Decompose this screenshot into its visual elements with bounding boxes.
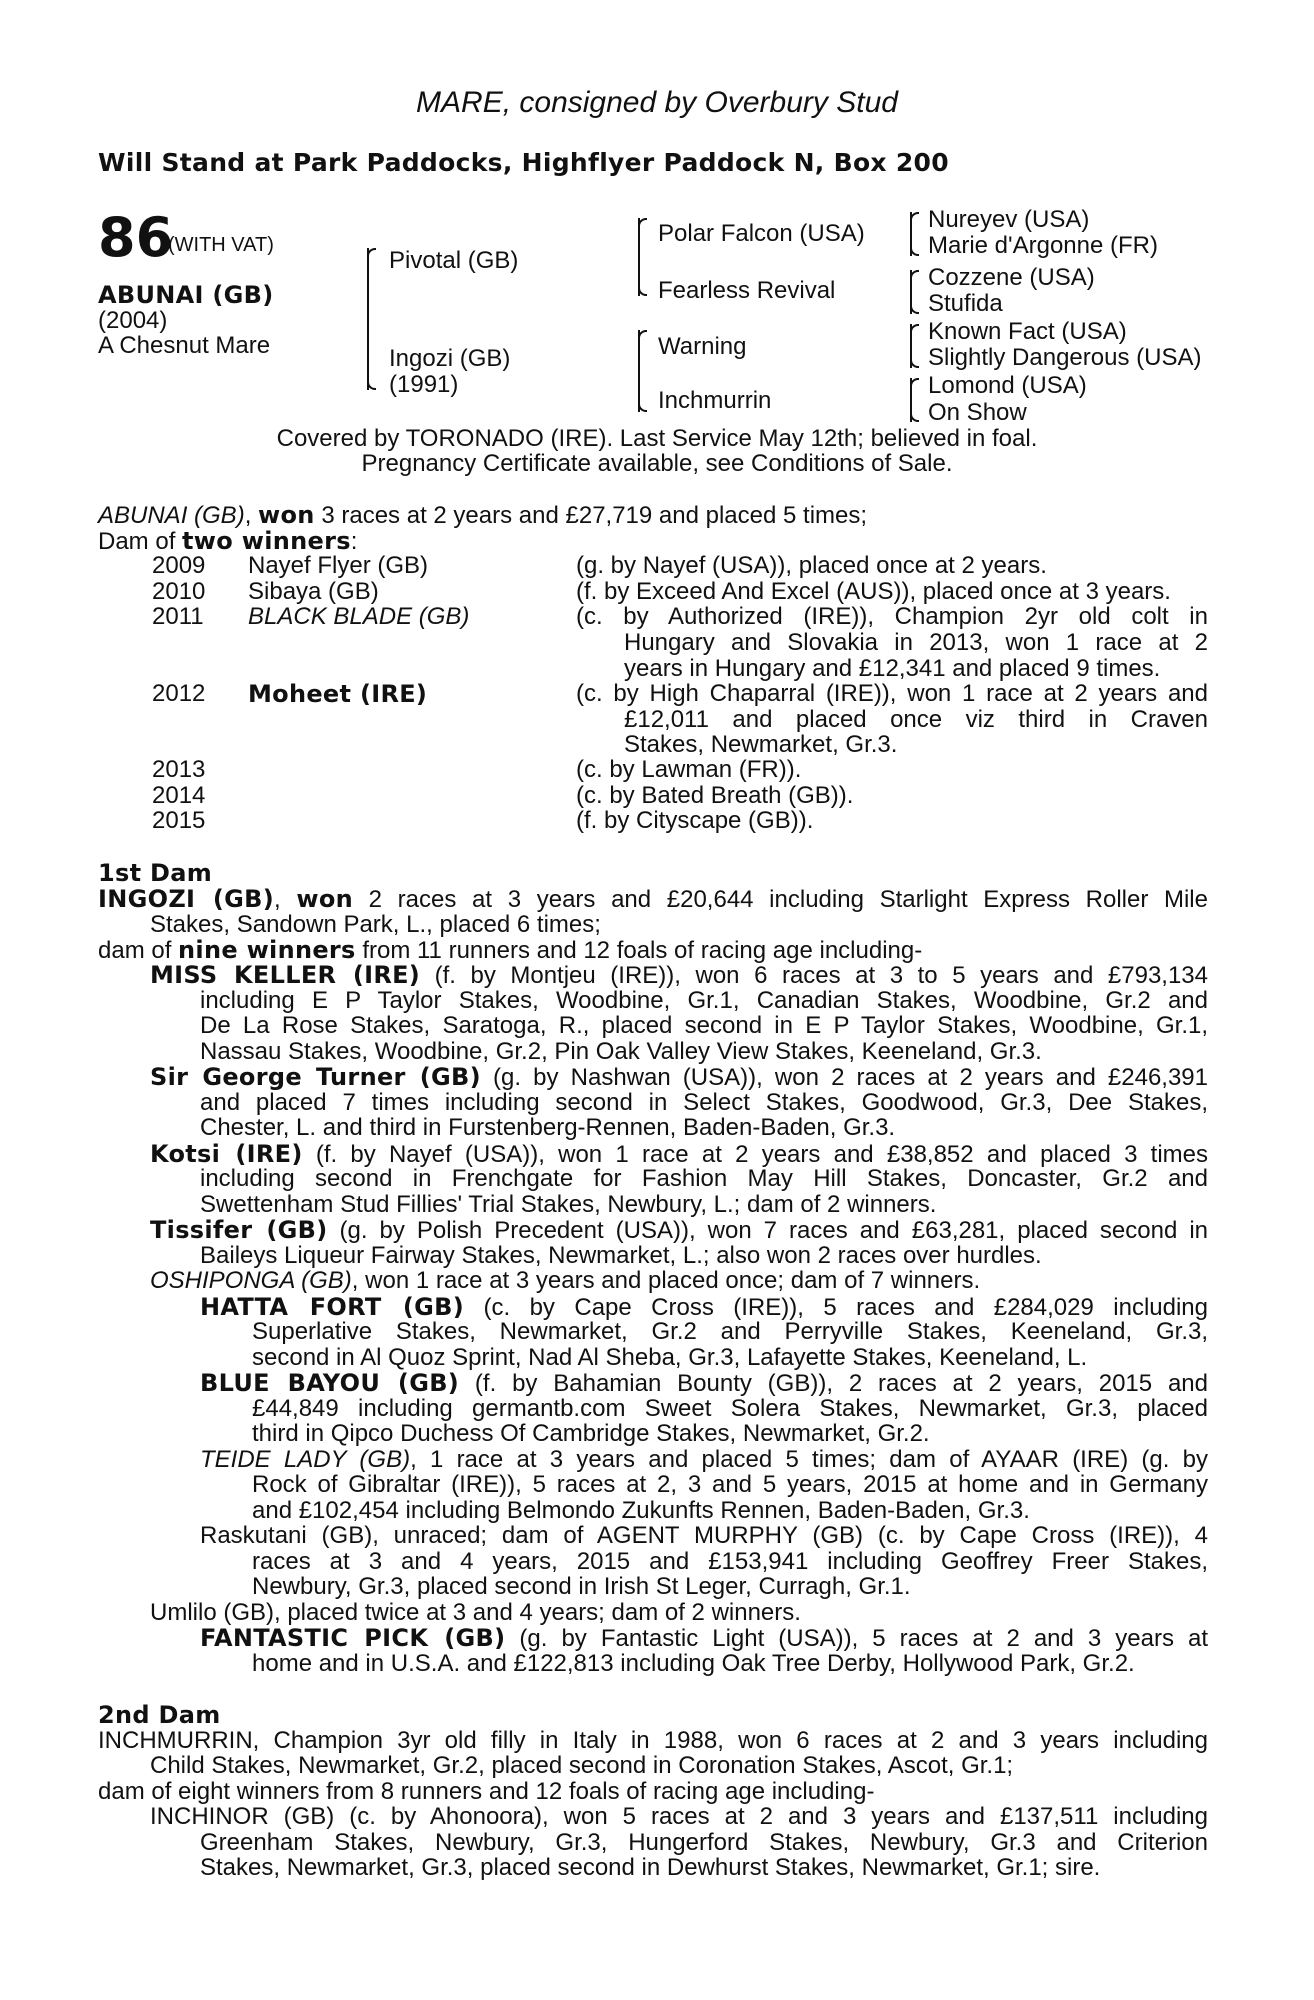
blue-bayou-line: third in Qipco Duchess Of Cambridge Stakes, Newmarket, Gr.2. — [252, 1420, 930, 1447]
oshiponga-name: OSHIPONGA (GB) — [150, 1267, 352, 1294]
horse-name: ABUNAI (GB) — [98, 281, 274, 309]
ingozi-line: INGOZI (GB), won 2 races at 3 years and £20,644 including Starlight Express Roller Mile — [98, 885, 1208, 913]
gen3-3: Cozzene (USA) — [928, 264, 1095, 291]
teide-lady-name: TEIDE LADY (GB) — [200, 1446, 411, 1473]
miss-keller-text: (f. by Montjeu (IRE)), won 6 races at 3 to 5 years and £793,134 — [434, 962, 1208, 989]
lot-number: 86 — [98, 206, 174, 269]
dam: Ingozi (GB) — [389, 345, 511, 372]
horse-description: A Chesnut Mare — [98, 332, 271, 359]
dam-of-pre: dam of — [98, 937, 179, 964]
sir-george-line: and placed 7 times including second in Select Stakes, Goodwood, Gr.3, Dee Stakes, — [200, 1089, 1208, 1116]
inchmurrin-line: INCHMURRIN, Champion 3yr old filly in Italy in 1988, won 6 races at 2 and 3 years including — [98, 1727, 1208, 1754]
kotsi-line — [150, 1141, 1208, 1168]
first-dam-heading: 1st Dam — [98, 859, 213, 887]
dam-year: (1991) — [389, 371, 459, 398]
produce-detail: (c. by Lawman (FR)). — [576, 756, 802, 783]
produce-name: Sibaya (GB) — [248, 578, 379, 605]
dam-of-post: : — [350, 528, 358, 555]
produce-detail: (f. by Cityscape (GB)). — [576, 807, 814, 834]
dam-of-winners: two winners — [182, 527, 351, 555]
inchinor-line: Stakes, Newmarket, Gr.3, placed second in Dewhurst Stakes, Newmarket, Gr.1; sire. — [200, 1854, 1101, 1881]
summary-name: ABUNAI (GB) — [98, 502, 245, 529]
oshiponga-text: , won 1 race at 3 years and placed once; dam of 7 winners. — [351, 1267, 981, 1294]
miss-keller-line: Nassau Stakes, Woodbine, Gr.2, Pin Oak Valley View Stakes, Keeneland, Gr.3. — [200, 1038, 1042, 1065]
raskutani-line: Raskutani (GB), unraced; dam of AGENT MURPHY (GB) (c. by Cape Cross (IRE)), 4 — [200, 1522, 1208, 1549]
kotsi-name: Kotsi (IRE) — [150, 1140, 303, 1168]
hatta-fort-name: HATTA FORT (GB) — [200, 1293, 465, 1321]
produce-name: BLACK BLADE (GB) — [248, 603, 470, 630]
pedigree-brace-dam — [638, 330, 640, 412]
teide-lady-line: and £102,454 including Belmondo Zukunfts Rennen, Baden-Baden, Gr.3. — [252, 1497, 1030, 1524]
produce-detail: (c. by Authorized (IRE)), Champion 2yr old colt in — [576, 603, 1208, 630]
ingozi-dam-of — [98, 937, 922, 964]
dam-of-pre: Dam of — [98, 528, 183, 555]
teide-lady-text: , 1 race at 3 years and placed 5 times; dam of AYAAR (IRE) (g. by — [410, 1446, 1209, 1473]
pregnancy-note: Pregnancy Certificate available, see Conditions of Sale. — [361, 450, 953, 477]
produce-year: 2010 — [152, 578, 206, 605]
miss-keller-line — [150, 962, 1208, 989]
miss-keller-line: including E P Taylor Stakes, Woodbine, Gr.1, Canadian Stakes, Woodbine, Gr.2 and — [200, 987, 1208, 1014]
inchinor-line: INCHINOR (GB) (c. by Ahonoora), won 5 races at 2 and 3 years and £137,511 including — [150, 1803, 1208, 1830]
umlilo-line: Umlilo (GB), placed twice at 3 and 4 years; dam of 2 winners. — [150, 1599, 801, 1626]
produce-detail: Hungary and Slovakia in 2013, won 1 race at 2 — [624, 629, 1208, 656]
hatta-fort-line — [200, 1294, 1208, 1321]
ingozi-text: 2 races at 3 years and £20,644 including Starlight Express Roller Mile — [353, 886, 1208, 913]
sire: Pivotal (GB) — [389, 247, 519, 274]
fantastic-pick-line — [200, 1625, 1208, 1652]
summary-line: ABUNAI (GB), won 3 races at 2 years and £27,719 and placed 5 times; — [98, 501, 868, 529]
dam-dam: Inchmurrin — [658, 387, 772, 414]
gen3-6: Slightly Dangerous (USA) — [928, 344, 1202, 371]
produce-year: 2013 — [152, 756, 206, 783]
sire-dam: Fearless Revival — [658, 277, 836, 304]
horse-year: (2004) — [98, 307, 168, 334]
vat-note: (WITH VAT) — [168, 234, 274, 256]
miss-keller-line: De La Rose Stakes, Saratoga, R., placed second in E P Taylor Stakes, Woodbine, Gr.1, — [200, 1012, 1208, 1039]
kotsi-line: Swettenham Stud Fillies' Trial Stakes, Newbury, L.; dam of 2 winners. — [200, 1191, 937, 1218]
gen3-4: Stufida — [928, 290, 1003, 317]
ingozi-name: INGOZI (GB) — [98, 885, 275, 913]
blue-bayou-line: £44,849 including germantb.com Sweet Solera Stakes, Newmarket, Gr.3, placed — [252, 1395, 1208, 1422]
inchinor-line: Greenham Stakes, Newbury, Gr.3, Hungerford Stakes, Newbury, Gr.3 and Criterion — [200, 1829, 1208, 1856]
dam-of-line — [98, 528, 357, 555]
sir-george-name: Sir George Turner (GB) — [150, 1063, 481, 1091]
tissifer-text: (g. by Polish Precedent (USA)), won 7 races and £63,281, placed second in — [339, 1217, 1209, 1244]
produce-detail: (c. by Bated Breath (GB)). — [576, 782, 854, 809]
gen3-8: On Show — [928, 399, 1027, 426]
fantastic-pick-text: (g. by Fantastic Light (USA)), 5 races at 2 and 3 years at — [519, 1625, 1208, 1652]
produce-year: 2011 — [152, 603, 204, 630]
produce-name: Nayef Flyer (GB) — [248, 552, 429, 579]
kotsi-text: (f. by Nayef (USA)), won 1 race at 2 years and £38,852 and placed 3 times — [315, 1141, 1208, 1168]
sire-sire: Polar Falcon (USA) — [658, 220, 865, 247]
blue-bayou-line — [200, 1370, 1208, 1397]
hatta-fort-line: second in Al Quoz Sprint, Nad Al Sheba, Gr.3, Lafayette Stakes, Keeneland, L. — [252, 1344, 1088, 1371]
second-dam-heading: 2nd Dam — [98, 1701, 221, 1729]
miss-keller-name: MISS KELLER (IRE) — [150, 961, 421, 989]
produce-detail: years in Hungary and £12,341 and placed 9 times. — [624, 655, 1161, 682]
brace-inchmurrin — [910, 378, 912, 422]
teide-lady-line: Rock of Gibraltar (IRE)), 5 races at 2, 3 and 5 years, 2015 at home and in Germany — [252, 1471, 1208, 1498]
sir-george-text: (g. by Nashwan (USA)), won 2 races at 2 years and £246,391 — [493, 1064, 1209, 1091]
produce-detail: (g. by Nayef (USA)), placed once at 2 years. — [576, 552, 1047, 579]
hatta-fort-line: Superlative Stakes, Newmarket, Gr.2 and Perryville Stakes, Keeneland, Gr.3, — [252, 1318, 1208, 1345]
blue-bayou-text: (f. by Bahamian Bounty (GB)), 2 races at 2 years, 2015 and — [474, 1370, 1208, 1397]
dam-of-post: from 11 runners and 12 foals of racing age including- — [355, 937, 923, 964]
brace-warning — [910, 324, 912, 368]
blue-bayou-name: BLUE BAYOU (GB) — [200, 1369, 460, 1397]
covered-note: Covered by TORONADO (IRE). Last Service May 12th; believed in foal. — [276, 425, 1038, 452]
ingozi-won: won — [296, 885, 354, 913]
produce-year: 2012 — [152, 680, 206, 707]
ingozi-line-2: Stakes, Sandown Park, L., placed 6 times; — [150, 911, 601, 938]
raskutani-line: races at 3 and 4 years, 2015 and £153,941 including Geoffrey Freer Stakes, — [252, 1548, 1208, 1575]
fantastic-pick-name: FANTASTIC PICK (GB) — [200, 1624, 506, 1652]
produce-detail: £12,011 and placed once viz third in Craven — [624, 706, 1208, 733]
pedigree-brace-main — [367, 248, 369, 390]
summary-rest: 3 races at 2 years and £27,719 and placed 5 times; — [314, 502, 868, 529]
raskutani-line: Newbury, Gr.3, placed second in Irish St Leger, Curragh, Gr.1. — [252, 1573, 911, 1600]
dam-sire: Warning — [658, 333, 747, 360]
produce-year: 2015 — [152, 807, 206, 834]
brace-polar-falcon — [910, 212, 912, 256]
pedigree-brace-sire — [638, 218, 640, 296]
tissifer-name: Tissifer (GB) — [150, 1216, 328, 1244]
oshiponga-line — [150, 1268, 980, 1294]
inchmurrin-line-2: Child Stakes, Newmarket, Gr.2, placed second in Coronation Stakes, Ascot, Gr.1; — [150, 1752, 1014, 1779]
summary-won: won — [258, 501, 315, 529]
produce-year: 2014 — [152, 782, 206, 809]
inchmurrin-dam-of: dam of eight winners from 8 runners and 12 foals of racing age including- — [98, 1778, 875, 1805]
brace-fearless-revival — [910, 270, 912, 314]
produce-year: 2009 — [152, 552, 206, 579]
tissifer-line — [150, 1217, 1208, 1244]
fantastic-pick-line: home and in U.S.A. and £122,813 including Oak Tree Derby, Hollywood Park, Gr.2. — [252, 1650, 1135, 1677]
gen3-7: Lomond (USA) — [928, 372, 1087, 399]
page-title: MARE, consigned by Overbury Stud — [416, 86, 898, 119]
produce-detail: (f. by Exceed And Excel (AUS)), placed once at 3 years. — [576, 578, 1171, 605]
teide-lady-line — [200, 1447, 1208, 1473]
nine-winners: nine winners — [178, 936, 356, 964]
produce-detail: (c. by High Chaparral (IRE)), won 1 race at 2 years and — [576, 680, 1208, 707]
gen3-1: Nureyev (USA) — [928, 206, 1090, 233]
gen3-5: Known Fact (USA) — [928, 318, 1127, 345]
stand-line: Will Stand at Park Paddocks, Highflyer Paddock N, Box 200 — [98, 148, 949, 177]
produce-name: Moheet (IRE) — [248, 680, 428, 708]
tissifer-line: Baileys Liqueur Fairway Stakes, Newmarket, L.; also won 2 races over hurdles. — [200, 1242, 1042, 1269]
sir-george-line: Chester, L. and third in Furstenberg-Rennen, Baden-Baden, Gr.3. — [200, 1114, 896, 1141]
kotsi-line: including second in Frenchgate for Fashion May Hill Stakes, Doncaster, Gr.2 and — [200, 1165, 1208, 1192]
gen3-2: Marie d'Argonne (FR) — [928, 232, 1158, 259]
produce-detail: Stakes, Newmarket, Gr.3. — [624, 731, 898, 758]
hatta-fort-text: (c. by Cape Cross (IRE)), 5 races and £284,029 including — [483, 1294, 1208, 1321]
sir-george-line — [150, 1064, 1208, 1091]
